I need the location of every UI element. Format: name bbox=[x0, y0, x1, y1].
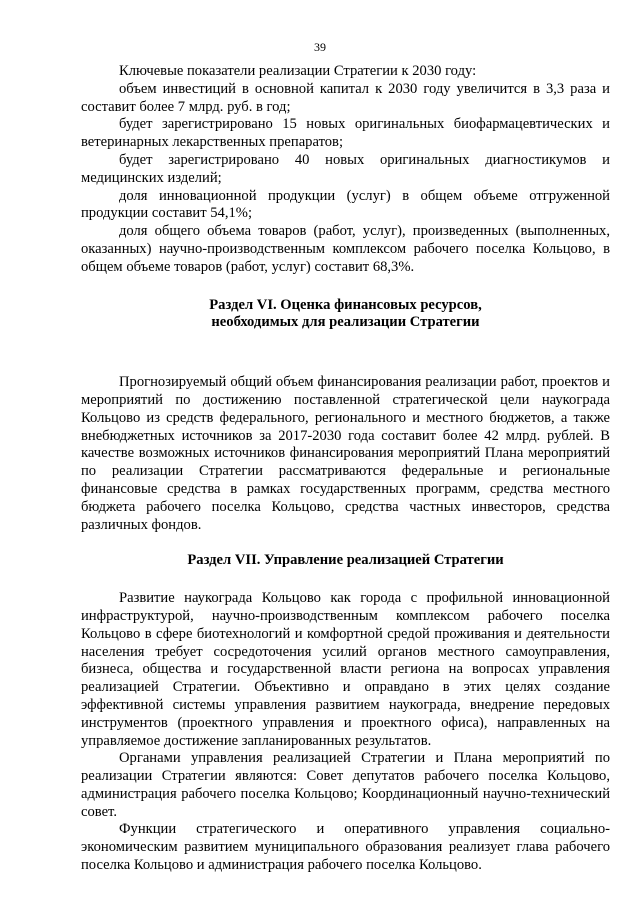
section-6-title-line-1: Раздел VI. Оценка финансовых ресурсов, bbox=[209, 296, 482, 313]
indicator-item: доля инновационной продукции (услуг) в общем объеме отгруженной продукции составит 54,1%; bbox=[81, 187, 610, 222]
indicators-lead: Ключевые показатели реализации Стратегии к 2030 году: bbox=[119, 63, 477, 79]
indicator-item: будет зарегистрировано 40 новых оригинальных диагностикумов и медицинских изделий; bbox=[81, 151, 610, 186]
page-content bbox=[81, 63, 610, 875]
section-7-heading: Раздел VII. Управление реализацией Стратегии bbox=[187, 552, 504, 569]
section-6-title-line-2: необходимых для реализации Стратегии bbox=[211, 314, 480, 331]
indicator-item: объем инвестиций в основной капитал к 2030 году увеличится в 3,3 раза и составит более 7 млрд. руб. в год; bbox=[81, 80, 610, 115]
indicator-item: доля общего объема товаров (работ, услуг), произведенных (выполненных, оказанных) научно-производственным комплексом рабочего поселка Кольцово, в общем объеме товаров (работ, услуг) составит 68,3%. bbox=[81, 223, 610, 275]
section-7-paragraph: Органами управления реализацией Стратегии и Плана мероприятий по реализации Стратегии являются: Совет депутатов рабочего поселка Кольцово, администрация рабочего поселка Кольцово; Координационный научно-технический совет. bbox=[81, 750, 610, 820]
page-number: 39 bbox=[314, 40, 326, 54]
section-6-paragraph: Прогнозируемый общий объем финансирования реализации работ, проектов и мероприятий по достижению поставленной стратегической цели наукограда Кольцово из средств федерального, регионального и местного бюджетов, а также внебюджетных источников за 2017-2030 года составит более 42 млрд. рублей. В качестве возможных источников финансирования мероприятий Плана мероприятий по реализации Стратегии рассматриваются федеральные и региональные финансовые средства в рамках государственных программ, средства местного бюджета рабочего поселка Кольцово, средства частных инвесторов, средства различных фондов. bbox=[81, 374, 610, 533]
section-7-paragraph: Развитие наукограда Кольцово как города с профильной инновационной инфраструктурой, научно-производственным комплексом рабочего поселка Кольцово в сфере биотехнологий и комфортной средой проживания и деятельности населения требует сосредоточения усилий органов местного самоуправления, бизнеса, общества и государственной власти региона на вопросах управления реализацией Стратегии. Объективно и оправдано в этих целях создание эффективной системы управления развитием наукограда, внедрение передовых инструментов (проектного управления и проектного офиса), направленных на управляемое достижение запланированных результатов. bbox=[81, 590, 610, 749]
section-6-heading bbox=[81, 297, 610, 333]
indicator-item: будет зарегистрировано 15 новых оригинальных биофармацевтических и ветеринарных лекарственных препаратов; bbox=[81, 116, 610, 151]
section-7-paragraph: Функции стратегического и оперативного управления социально-экономическим развитием муниципального образования реализует глава рабочего поселка Кольцово и администрация рабочего поселка Кольцово. bbox=[81, 821, 610, 874]
